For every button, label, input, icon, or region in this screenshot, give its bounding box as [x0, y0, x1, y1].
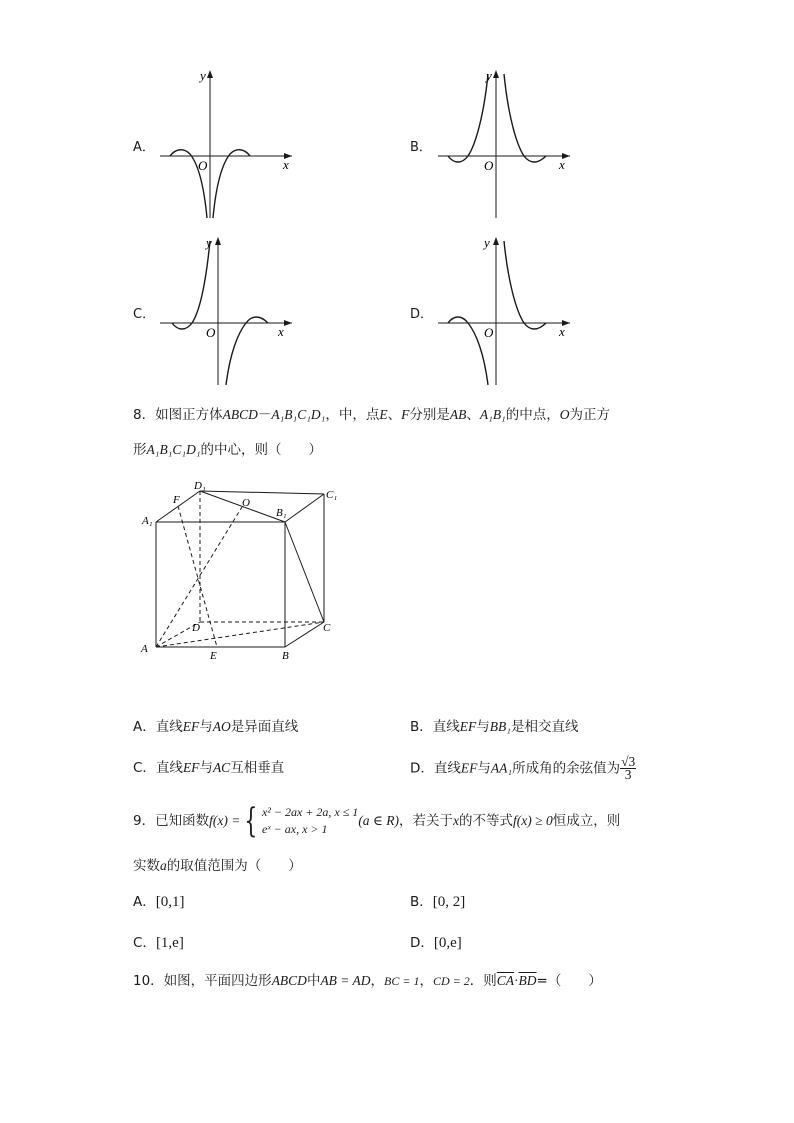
- option-text: 是异面直线: [230, 719, 299, 735]
- option-letter: A．: [133, 140, 155, 155]
- q8-cube-name: ABCD: [222, 407, 258, 422]
- label-c1: C₁: [326, 489, 338, 501]
- q8-line2: [133, 440, 322, 460]
- graph-d: [428, 233, 578, 389]
- edge-d1-c1: [200, 491, 324, 494]
- q8-point-f: F: [401, 407, 410, 422]
- diag-a-c: [156, 622, 324, 647]
- q8-point-e: E: [379, 407, 388, 422]
- y-axis-label: y: [484, 235, 490, 250]
- curve-left: [448, 74, 488, 162]
- option-letter: C．: [133, 760, 156, 776]
- y-axis-label: y: [486, 68, 492, 83]
- q9-case2: eˣ − ax, x > 1: [261, 822, 328, 836]
- origin-label: O: [484, 325, 494, 340]
- cube-figure: [138, 476, 348, 666]
- y-axis-label: y: [200, 68, 206, 83]
- curve-right: [504, 74, 546, 162]
- q10-text: ．则: [469, 973, 497, 989]
- option-seg: EF: [182, 760, 200, 775]
- y-axis-arrow: [215, 237, 221, 245]
- q8-text: 的中点，: [505, 407, 560, 423]
- fraction-numerator: √3: [621, 754, 636, 769]
- q9-function: f(x) =: [209, 813, 241, 828]
- option-value: [0,1]: [155, 894, 185, 910]
- option-seg: EF: [459, 719, 477, 734]
- option-seg: AA₁: [490, 760, 513, 776]
- origin-label: O: [484, 158, 494, 173]
- diag-b1-c: [285, 522, 324, 622]
- option-letter: C．: [133, 307, 156, 322]
- q10-eq2: BC = 1: [384, 974, 420, 988]
- q8-text: 形: [133, 442, 147, 458]
- q8-text: ，中，点: [325, 407, 380, 423]
- option-letter: A．: [133, 894, 156, 910]
- option-letter: C．: [133, 935, 156, 951]
- option-seg: EF: [460, 760, 478, 776]
- q9-line1: [133, 803, 620, 839]
- option-letter: B．: [410, 140, 432, 155]
- q10-eq3: CD = 2: [432, 974, 470, 988]
- y-axis-label: y: [206, 235, 212, 250]
- y-axis-arrow: [493, 237, 499, 245]
- q8-text: 的中心，则（ ）: [200, 442, 323, 458]
- q10-sep: ，: [419, 973, 433, 989]
- x-axis-label: x: [559, 157, 565, 172]
- q9-option-a[interactable]: [133, 892, 185, 912]
- option-text: 互相垂直: [230, 760, 285, 776]
- q8-line1: [133, 405, 610, 425]
- q8-cube-top: A₁B₁C₁D₁: [271, 407, 326, 422]
- option-text: 直线: [155, 719, 183, 735]
- option-letter: A．: [133, 719, 156, 735]
- q9-text: 实数: [133, 858, 160, 874]
- q8-seg-ab: AB: [449, 407, 467, 422]
- option-text: 直线: [155, 760, 183, 776]
- curve-right: [213, 150, 250, 218]
- q9-option-d[interactable]: [410, 933, 462, 953]
- option-seg: AO: [212, 719, 231, 734]
- option-text: 所成角的余弦值为: [512, 760, 621, 777]
- q9-text: 的不等式: [459, 813, 514, 829]
- q8-text: 如图正方体: [155, 407, 223, 423]
- option-letter: B．: [410, 894, 433, 910]
- q9-option-c[interactable]: [133, 933, 184, 953]
- label-c: C: [323, 622, 331, 634]
- q9-line2: [133, 856, 302, 876]
- graph-c: [150, 233, 300, 389]
- q10-eq1: AB = AD: [320, 973, 371, 988]
- option-seg: BB₁: [489, 719, 511, 734]
- label-d: D: [192, 622, 200, 634]
- label-a: A: [141, 643, 148, 655]
- q9-var-a: a: [160, 858, 167, 873]
- option-text: 直线: [433, 760, 461, 777]
- q9-option-b[interactable]: [410, 892, 465, 912]
- curve-right: [504, 241, 546, 329]
- origin-label: O: [198, 158, 208, 173]
- curve-left: [448, 317, 488, 385]
- option-text: 与: [199, 719, 213, 735]
- graph-b: [428, 66, 578, 222]
- q10-sep: ，: [370, 973, 385, 989]
- label-f: F: [173, 494, 180, 506]
- q10-text: 如图，平面四边形: [163, 973, 272, 989]
- option-seg: AC: [212, 760, 231, 775]
- q9-number: 9．: [133, 813, 156, 829]
- label-e: E: [210, 650, 217, 662]
- label-b1: B₁: [276, 507, 287, 519]
- q9-var-x: x: [453, 813, 460, 828]
- label-d1: D₁: [194, 480, 206, 492]
- option-letter: D．: [410, 935, 434, 951]
- graph-a: [150, 66, 300, 222]
- y-axis-arrow: [493, 70, 499, 78]
- q8-point-o: O: [559, 407, 570, 422]
- fraction: [620, 756, 636, 781]
- q8-option-d[interactable]: [410, 756, 636, 781]
- q10-dot: ·: [514, 973, 519, 988]
- option-text: 是相交直线: [510, 719, 579, 735]
- y-axis-arrow: [207, 70, 213, 78]
- edge-b-c: [285, 622, 324, 647]
- q10-text: =（ ）: [536, 973, 602, 989]
- q10-vector-ca: $\overline{CA}$: [496, 973, 515, 988]
- brace-icon: {: [244, 801, 258, 841]
- option-value: [0,e]: [433, 935, 462, 951]
- edge-b1-c1: [285, 494, 324, 522]
- q9-condition: (a ∈ R): [358, 813, 400, 828]
- option-letter: B．: [410, 719, 433, 735]
- q8-text: 分别是: [409, 407, 450, 423]
- q8-option-b[interactable]: [410, 717, 578, 737]
- fraction-denominator: 3: [624, 767, 632, 782]
- q8-option-c[interactable]: [133, 758, 284, 778]
- q9-text: 恒成立，则: [552, 813, 621, 829]
- q8-seg-a1b1: A₁B₁: [479, 407, 506, 422]
- label-o: O: [242, 497, 250, 509]
- x-axis-label: x: [559, 324, 565, 339]
- x-axis-label: x: [283, 157, 289, 172]
- option-text: 与: [477, 760, 491, 777]
- q10-quad: ABCD: [271, 973, 307, 988]
- q10-line1: [133, 971, 602, 991]
- q8-sep: 、: [387, 407, 402, 423]
- x-axis-arrow: [284, 320, 292, 326]
- x-axis-label: x: [278, 324, 284, 339]
- q9-piecewise: [262, 804, 358, 838]
- q8-sep: 、: [466, 407, 480, 423]
- option-text: 直线: [432, 719, 460, 735]
- q8-square: A₁B₁C₁D₁: [146, 442, 201, 457]
- option-value: [0, 2]: [432, 894, 466, 910]
- option-letter: D．: [410, 760, 434, 777]
- q9-text: ，若关于: [399, 813, 454, 829]
- option-letter: D．: [410, 307, 434, 322]
- option-text: 与: [476, 719, 490, 735]
- q9-inequality: f(x) ≥ 0: [513, 813, 553, 828]
- curve-right: [226, 317, 268, 385]
- q10-text: 中: [306, 973, 321, 989]
- q9-text: 的取值范围为（ ）: [166, 858, 302, 874]
- origin-label: O: [206, 325, 216, 340]
- q8-number: 8．: [133, 407, 156, 423]
- q10-number: 10．: [133, 973, 164, 989]
- q9-text: 已知函数: [155, 813, 210, 829]
- q8-option-a[interactable]: [133, 717, 298, 737]
- q10-vector-bd: $\overline{BD}$: [518, 973, 537, 988]
- curve-left: [172, 241, 210, 329]
- option-value: [1,e]: [155, 935, 184, 951]
- q8-dash: －: [257, 407, 272, 422]
- q9-case1: x² − 2ax + 2a, x ≤ 1: [261, 805, 359, 819]
- q8-text: 为正方: [569, 407, 611, 423]
- option-text: 与: [199, 760, 213, 776]
- label-a1: A₁: [142, 515, 153, 527]
- option-seg: EF: [182, 719, 200, 734]
- label-b: B: [282, 650, 289, 662]
